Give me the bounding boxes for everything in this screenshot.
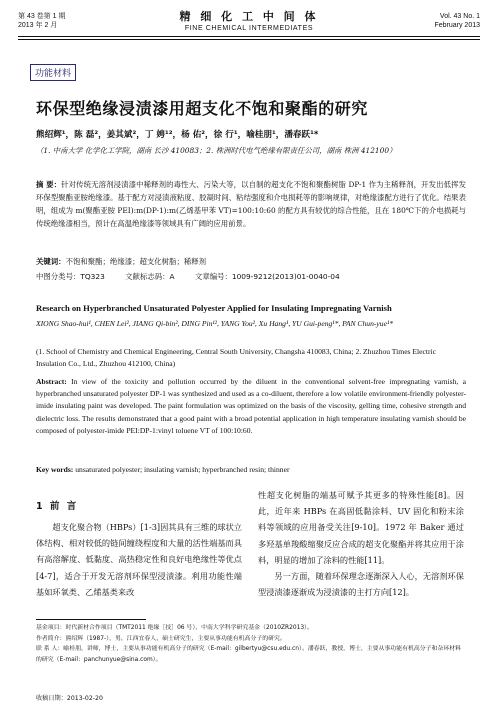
contact-note: 联 系 人：喻桂朋，讲师，博士，主要从事功能有机高分子的研究（E-mail：gilbertyu@csu.edu.cn）。潘春跃，教授，博士，主要从事功能有机高分子和杂环材料的研究（E-mail：panchunyue@sina.com）。 xyxy=(36,646,461,663)
keywords-label: 关键词： xyxy=(36,257,66,266)
english-authors: XIONG Shao-hui¹, CHEN Lei², JIANG Qi-bin², DING Pin¹², YANG You², Xu Hang¹, YU Gui-peng¹*, PAN Chun-yue¹* xyxy=(36,319,394,328)
header-rule-2 xyxy=(18,39,480,40)
volume-en: Vol. 43 No. 1 xyxy=(439,13,480,20)
abstract-cn xyxy=(36,178,466,230)
footnotes xyxy=(36,623,466,665)
date-cn: 2013 年 2 月 xyxy=(18,22,58,29)
fund-note: 基金项目：时代新材合作项目（TMT2011 绝缘［技］06 号），中南大学科学研究基金（2010ZR2013）。 xyxy=(36,625,313,631)
english-title: Research on Hyperbranched Unsaturated Polyester Applied for Insulating Impregnating Varnish xyxy=(36,303,392,313)
english-keywords xyxy=(36,465,466,474)
document-code: 文献标志码：A xyxy=(125,272,175,281)
english-affiliation: (1. School of Chemistry and Chemical Engineering, Central South University, Changsha 410083, China; 2. Zhuzhou Times Electric Insulation Co., Ltd., Zhuzhou 412100, China) xyxy=(36,347,437,368)
keywords-text: 不饱和聚酯；绝缘漆；超支化树脂；稀释剂 xyxy=(65,257,207,266)
journal-name-en: FINE CHEMICAL INTERMEDIATES xyxy=(184,25,314,32)
section-heading: 1 前 言 xyxy=(36,501,79,512)
english-abstract-text: In view of the toxicity and pollution occurred by the diluent in the conventional solvent-free impregnating varnish, a hyperbranched unsaturated polyester DP-1 was synthesized and used as a co-diluent, therefore a low volatile environment-friendly polyester-imide insulating paint was developed. The paint formulation was optimized on the basis of the viscosity, gelling time, cohesive strength and dielectric loss. The results demonstrated that a good paint with a broad potential application in high temperature insulating varnish should be composed of polyester-imide PEI:DP-1:vinyl toluene VT of 100:10:60. xyxy=(36,377,466,435)
date-en: February 2013 xyxy=(434,22,480,29)
abstract-text: 针对传统无溶剂浸渍漆中稀释剂的毒性大、污染大等，以自制的超支化不饱和聚酯树脂 DP-1 作为主稀释剂，开发出低挥发环保型聚酯亚胺绝缘漆。基于配方对浸渍液粘度、胶凝时间、粘结强度和介电损耗等的影响规律，对绝缘漆配方进行了优化。结果表明，组成为 m(聚酯亚胺 PEI):m(DP-1):m(乙烯基甲苯 VT)=100:10:60 的配方具有较优的综合性能，且在 180℃下的介电损耗与传统绝缘漆相当，预计在高温绝缘漆等领域具有广阔的应用前景。 xyxy=(36,180,466,228)
english-keywords-label: Key words: xyxy=(36,465,74,474)
article-number: 文章编号：1009-9212(2013)01-0040-04 xyxy=(194,272,340,281)
english-abstract xyxy=(36,376,466,437)
body-right-paragraph-2: 另一方面，随着环保理念逐渐深入人心，无溶剂环保型浸渍漆逐渐成为浸渍漆的主打方向[12]。 xyxy=(258,571,464,598)
volume-cn: 第 43 卷第 1 期 xyxy=(18,13,66,20)
journal-header xyxy=(0,8,498,32)
authors-cn: 熊绍辉¹，陈 磊²，姜其斌²，丁 娉¹²，杨 佑²，徐 行¹，喻桂朋¹，潘春跃¹* xyxy=(36,130,319,140)
category-badge: 功能材料 xyxy=(30,64,76,81)
english-abstract-label: Abstract: xyxy=(36,377,67,386)
journal-name-cn: 精 细 化 工 中 间 体 xyxy=(179,10,319,23)
body-left-column: 超支化聚合物（HBPs）[1-3]因其具有三维的球状立体结构、相对较低的链间缠绕程度和大量的活性端基而具有高溶解度、低黏度、高热稳定性和良好电绝缘性等优点[4-7]，适合于开发无溶剂环保型浸渍漆。利用功能性端基如环氧类、乙烯基类来改 xyxy=(36,522,242,597)
classification-line xyxy=(36,271,466,282)
header-rule xyxy=(18,36,480,37)
header-right xyxy=(434,12,480,30)
paper-title: 环保型绝缘浸渍漆用超支化不饱和聚酯的研究 xyxy=(36,99,369,118)
author-note: 作者简介：熊绍辉（1987-），男，江西宜春人，硕士研究生，主要从事功能有机高分子的研究。 xyxy=(36,635,286,642)
body-right-column xyxy=(258,487,464,600)
abstract-label: 摘 要： xyxy=(36,180,62,189)
keywords-cn xyxy=(36,256,466,267)
clc-number: 中图分类号：TQ323 xyxy=(36,272,105,281)
english-keywords-text: unsaturated polyester; insulating varnish; hyperbranched resin; thinner xyxy=(75,465,290,474)
affiliation-cn: （1. 中南大学 化学化工学院，湖南 长沙 410083；2. 株洲时代电气绝缘有限责任公司，湖南 株洲 412100） xyxy=(36,146,397,155)
footnote-rule xyxy=(36,619,146,620)
body-right-paragraph-1: 性超支化树脂的端基可赋予其更多的特殊性能[8]。因此，近年来 HBPs 在高固低黏涂料、UV 固化和粉末涂料等领域的应用备受关注[9-10]。1972 年 Baker 通过多羟基单羧酸缩聚反应合成的超支化聚酯并将其应用于涂料，明显的增加了涂料的性能[11]。 xyxy=(258,490,464,565)
received-date: 收稿日期：2013-02-20 xyxy=(36,695,103,702)
